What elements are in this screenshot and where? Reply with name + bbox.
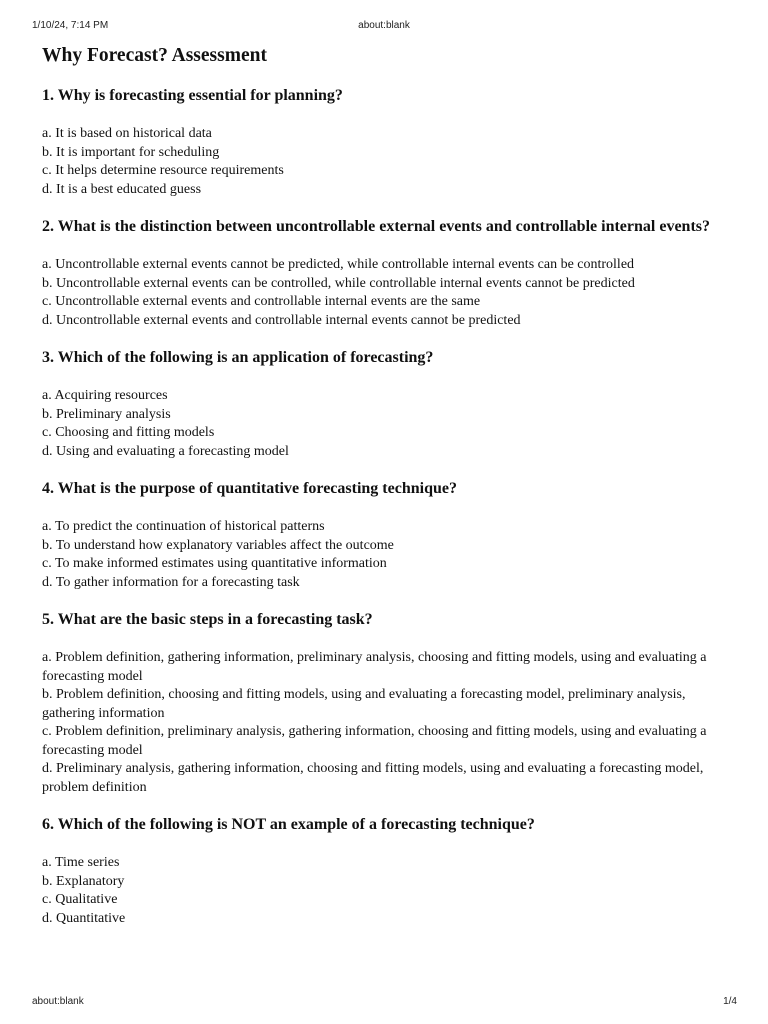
option-b: b. Problem definition, choosing and fitting models, using and evaluating a forecasting model, preliminary analysis, gathering information — [42, 687, 686, 721]
option-c: c. It helps determine resource requirements — [42, 163, 284, 178]
option-b: b. To understand how explanatory variables affect the outcome — [42, 537, 394, 553]
print-url: about:blank — [358, 20, 410, 31]
option-list — [42, 125, 722, 199]
print-header — [0, 20, 768, 34]
option-a: a. To predict the continuation of historical patterns — [42, 519, 325, 534]
option-b: b. It is important for scheduling — [42, 144, 220, 160]
option-a: a. It is based on historical data — [42, 126, 212, 141]
question-4 — [42, 479, 722, 592]
question-6 — [42, 815, 722, 928]
option-list — [42, 854, 722, 928]
page-title: Why Forecast? Assessment — [42, 45, 267, 66]
question-text: 4. What is the purpose of quantitative forecasting technique? — [42, 480, 457, 497]
question-3 — [42, 348, 722, 461]
option-d: d. Quantitative — [42, 910, 126, 926]
option-a: a. Acquiring resources — [42, 388, 168, 403]
question-text: 2. What is the distinction between uncontrollable external events and controllable internal events? — [42, 218, 710, 235]
question-text: 3. Which of the following is an application of forecasting? — [42, 349, 434, 366]
option-c: c. Uncontrollable external events and controllable internal events are the same — [42, 294, 481, 309]
option-list — [42, 256, 722, 330]
question-text: 1. Why is forecasting essential for planning? — [42, 87, 343, 104]
option-d: d. Uncontrollable external events and controllable internal events cannot be predicted — [42, 312, 521, 328]
option-d: d. Preliminary analysis, gathering information, choosing and fitting models, using and evaluating a forecasting model, problem definition — [42, 761, 704, 795]
print-footer — [0, 996, 768, 1010]
option-d: d. It is a best educated guess — [42, 181, 202, 197]
option-c: c. Problem definition, preliminary analysis, gathering information, choosing and fitting models, using and evaluating a forecasting model — [42, 724, 707, 758]
assessment-document — [42, 44, 722, 928]
option-list — [42, 518, 722, 592]
question-5 — [42, 610, 722, 797]
option-list — [42, 387, 722, 461]
option-a: a. Uncontrollable external events cannot be predicted, while controllable internal events can be controlled — [42, 257, 635, 272]
option-list — [42, 649, 722, 797]
footer-url: about:blank — [32, 996, 84, 1007]
option-d: d. Using and evaluating a forecasting model — [42, 443, 289, 459]
option-d: d. To gather information for a forecasting task — [42, 574, 300, 590]
option-c: c. Qualitative — [42, 892, 118, 907]
option-b: b. Explanatory — [42, 873, 125, 889]
question-text: 6. Which of the following is NOT an example of a forecasting technique? — [42, 816, 535, 833]
option-c: c. Choosing and fitting models — [42, 425, 215, 440]
question-1 — [42, 86, 722, 199]
option-c: c. To make informed estimates using quantitative information — [42, 556, 387, 571]
question-text: 5. What are the basic steps in a forecasting task? — [42, 611, 373, 628]
option-b: b. Preliminary analysis — [42, 406, 171, 422]
option-a: a. Time series — [42, 855, 120, 870]
page-number: 1/4 — [723, 996, 737, 1007]
question-2 — [42, 217, 722, 330]
print-datetime: 1/10/24, 7:14 PM — [32, 20, 109, 31]
option-a: a. Problem definition, gathering information, preliminary analysis, choosing and fitting models, using and evaluating a forecasting model — [42, 650, 707, 684]
option-b: b. Uncontrollable external events can be controlled, while controllable internal events cannot be predicted — [42, 275, 635, 291]
